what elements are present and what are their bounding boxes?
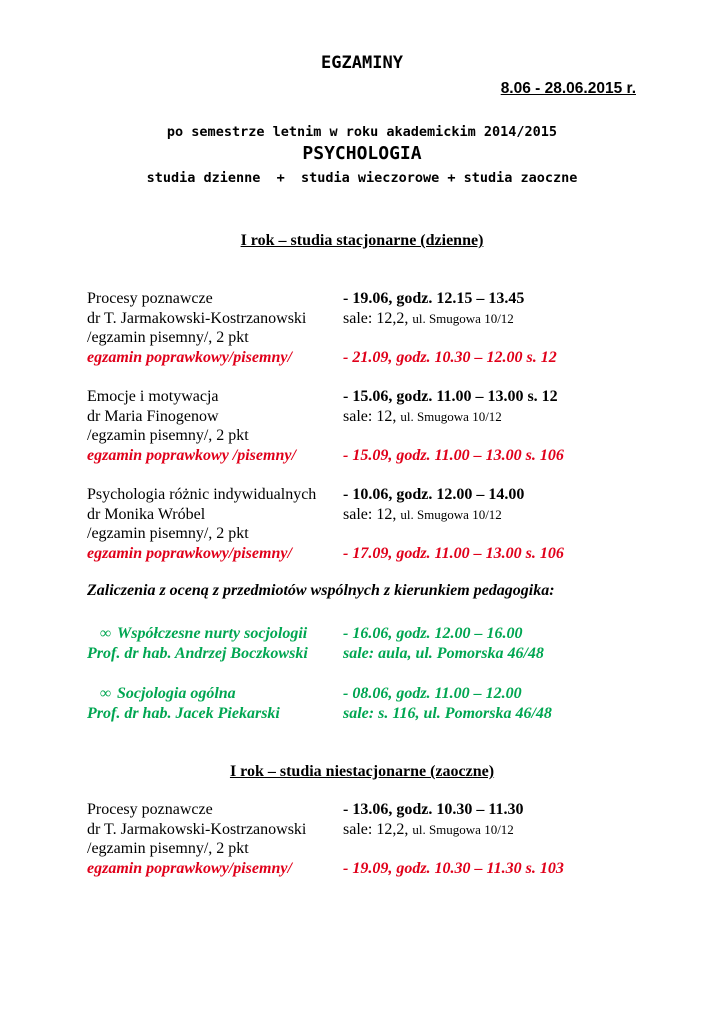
exam-date: - 13.06, godz. 10.30 – 11.30	[343, 801, 524, 818]
retake-date: - 17.09, godz. 11.00 – 13.00 s. 106	[343, 544, 564, 562]
exam-form: /egzamin pisemny/, 2 pkt	[87, 329, 249, 346]
shared-course-date: - 16.06, godz. 12.00 – 16.00	[343, 625, 523, 642]
retake-label: egzamin poprawkowy /pisemny/	[87, 446, 296, 464]
section-heading-full-time: I rok – studia stacjonarne (dzienne)	[240, 232, 484, 249]
retake-date: - 19.09, godz. 10.30 – 11.30 s. 103	[343, 859, 564, 877]
study-modes: studia dzienne + studia wieczorowe + studia zaoczne	[146, 170, 578, 186]
retake-date: - 15.09, godz. 11.00 – 13.00 s. 106	[343, 446, 564, 464]
shared-course-room: sale: s. 116, ul. Pomorska 46/48	[343, 704, 552, 722]
exam-form: /egzamin pisemny/, 2 pkt	[87, 525, 249, 542]
exam-address: ul. Smugowa 10/12	[400, 506, 502, 522]
shared-course-entry	[87, 624, 647, 663]
document-title: EGZAMINY	[321, 53, 403, 73]
exam-subject: Emocje i motywacja	[87, 388, 219, 405]
exam-entry	[87, 289, 647, 367]
exam-subject: Psychologia różnic indywidualnych	[87, 486, 317, 503]
exam-address: ul. Smugowa 10/12	[400, 408, 502, 424]
shared-courses-note: Zaliczenia z oceną z przedmiotów wspólnych z kierunkiem pedagogika:	[87, 582, 555, 599]
retake-label: egzamin poprawkowy/pisemny/	[87, 544, 292, 562]
exam-entry	[87, 485, 647, 563]
semester-subtitle: po semestrze letnim w roku akademickim 2014/2015	[166, 124, 558, 140]
exam-lecturer: dr Maria Finogenow	[87, 407, 219, 425]
shared-course-room: sale: aula, ul. Pomorska 46/48	[343, 644, 544, 662]
infinity-bullet-icon: ∞	[99, 685, 111, 702]
exam-date: - 15.06, godz. 11.00 – 13.00 s. 12	[343, 388, 558, 405]
shared-course-lecturer: Prof. dr hab. Jacek Piekarski	[87, 704, 280, 722]
shared-course-entry	[87, 684, 647, 723]
exam-date: - 19.06, godz. 12.15 – 13.45	[343, 290, 525, 307]
exam-period-dates: 8.06 - 28.06.2015 r.	[500, 80, 636, 97]
exam-form: /egzamin pisemny/, 2 pkt	[87, 427, 249, 444]
exam-entry	[87, 800, 647, 878]
exam-lecturer: dr T. Jarmakowski-Kostrzanowski	[87, 820, 307, 838]
retake-label: egzamin poprawkowy/pisemny/	[87, 348, 292, 366]
retake-date: - 21.09, godz. 10.30 – 12.00 s. 12	[343, 348, 557, 366]
exam-subject: Procesy poznawcze	[87, 801, 213, 818]
shared-course-lecturer: Prof. dr hab. Andrzej Boczkowski	[87, 644, 308, 662]
exam-room: sale: 12,	[343, 505, 401, 523]
shared-course-date: - 08.06, godz. 11.00 – 12.00	[343, 685, 522, 702]
shared-course-subject: Socjologia ogólna	[117, 685, 236, 702]
exam-form: /egzamin pisemny/, 2 pkt	[87, 840, 249, 857]
section-heading-part-time: I rok – studia niestacjonarne (zaoczne)	[229, 763, 495, 780]
exam-date: - 10.06, godz. 12.00 – 14.00	[343, 486, 525, 503]
retake-label: egzamin poprawkowy/pisemny/	[87, 859, 292, 877]
exam-room: sale: 12,2,	[343, 820, 413, 838]
exam-address: ul. Smugowa 10/12	[412, 310, 514, 326]
major-name: PSYCHOLOGIA	[302, 143, 422, 164]
exam-lecturer: dr Monika Wróbel	[87, 505, 206, 523]
exam-room: sale: 12,	[343, 407, 401, 425]
exam-room: sale: 12,2,	[343, 309, 413, 327]
exam-lecturer: dr T. Jarmakowski-Kostrzanowski	[87, 309, 307, 327]
infinity-bullet-icon: ∞	[99, 625, 111, 642]
exam-entry	[87, 387, 647, 465]
shared-course-subject: Współczesne nurty socjologii	[117, 625, 308, 642]
exam-subject: Procesy poznawcze	[87, 290, 213, 307]
exam-address: ul. Smugowa 10/12	[412, 821, 514, 837]
